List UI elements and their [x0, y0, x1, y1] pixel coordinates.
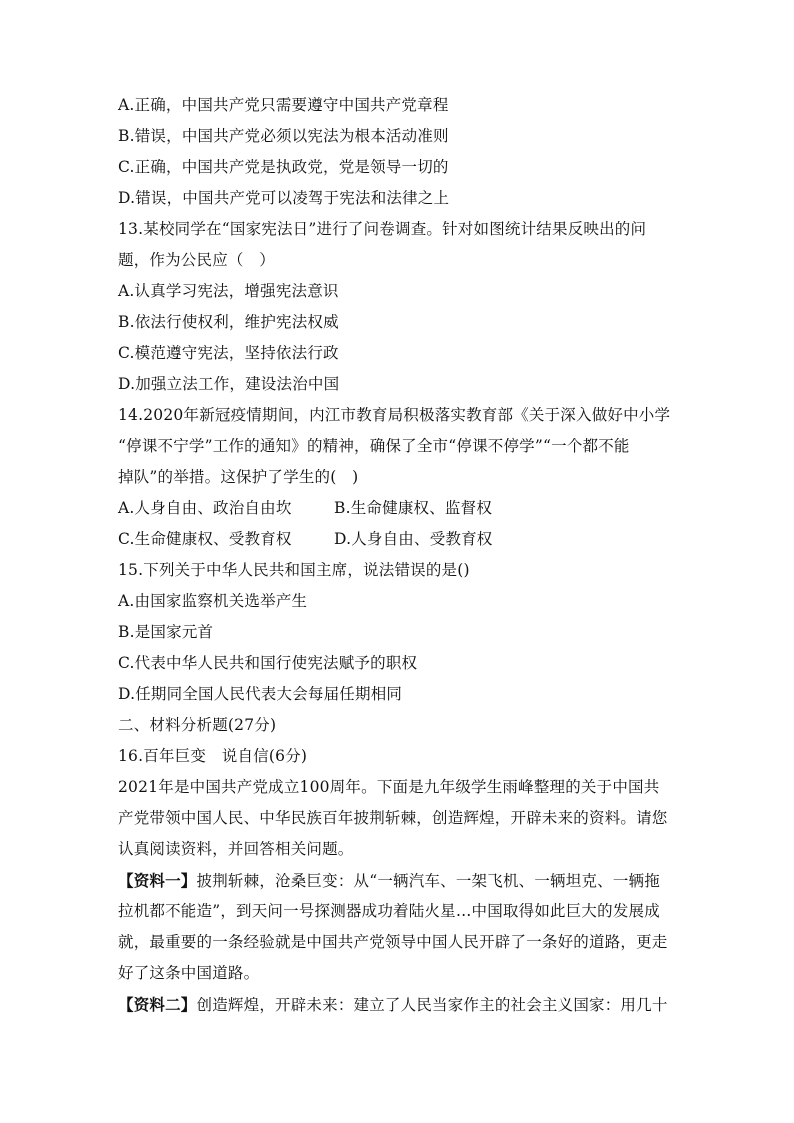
q16-title: 16.百年巨变 说自信(6分) [118, 747, 308, 765]
q12-option-d: D.错误，中国共产党可以凌驾于宪法和法律之上 [118, 189, 450, 207]
q16-intro-line: 产党带领中国人民、中华民族百年披荆斩棘，创造辉煌，开辟未来的资料。请您 [118, 809, 668, 827]
q13-stem-line: 13.某校同学在“国家宪法日”进行了问卷调查。针对如图统计结果反映出的问 [118, 220, 647, 238]
q14-option-a: A.人身自由、政治自由坎 [118, 499, 292, 517]
material1-line: 好了这条中国道路。 [118, 964, 260, 982]
q13-option-a: A.认真学习宪法，增强宪法意识 [118, 282, 339, 300]
section-title: 二、材料分析题(27分) [118, 716, 277, 734]
q14-option-d: D.人身自由、受教育权 [334, 530, 493, 548]
q16-intro-line: 认真阅读资料，并回答相关问题。 [118, 840, 354, 858]
q14-option-b: B.生命健康权、监督权 [334, 499, 493, 517]
q14-options-row [118, 524, 678, 555]
material1-text: 披荆斩棘，沧桑巨变：从“一辆汽车、一架飞机、一辆坦克、一辆拖 [196, 872, 660, 890]
q15-option-c: C.代表中华人民共和国行使宪法赋予的职权 [118, 654, 418, 672]
document-content [118, 90, 678, 1020]
q12-option-b: B.错误，中国共产党必须以宪法为根本活动准则 [118, 127, 449, 145]
q14-stem-line: 掉队”的举措。这保护了学生的( ) [118, 468, 359, 486]
material2-label: 【资料二】 [118, 995, 197, 1014]
q14-stem-line: “停课不宁学”工作的通知》的精神，确保了全市“停课不停学”“一个都不能 [118, 437, 630, 455]
q14-option-c: C.生命健康权、受教育权 [118, 530, 292, 548]
q15-option-b: B.是国家元首 [118, 623, 214, 641]
q14-options-row [118, 493, 678, 524]
material1-line: 就，最重要的一条经验就是中国共产党领导中国人民开辟了一条好的道路，更走 [118, 933, 668, 951]
q12-option-a: A.正确，中国共产党只需要遵守中国共产党章程 [118, 96, 449, 114]
material1-line [118, 865, 678, 896]
q13-option-d: D.加强立法工作，建设法治中国 [118, 375, 340, 393]
q13-option-c: C.模范遵守宪法，坚持依法行政 [118, 344, 339, 362]
material1-line: 拉机都不能造”，到天问一号探测器成功着陆火星…中国取得如此巨大的发展成 [118, 902, 660, 920]
q15-option-d: D.任期同全国人民代表大会每届任期相同 [118, 685, 403, 703]
q16-intro-line: 2021年是中国共产党成立100周年。下面是九年级学生雨峰整理的关于中国共 [118, 778, 660, 796]
q15-option-a: A.由国家监察机关选举产生 [118, 592, 308, 610]
material2-text: 创造辉煌，开辟未来：建立了人民当家作主的社会主义国家：用几十 [196, 996, 668, 1014]
material2-line [118, 989, 678, 1020]
q13-stem-line: 题，作为公民应（ ） [118, 251, 276, 269]
q12-option-c: C.正确，中国共产党是执政党，党是领导一切的 [118, 158, 449, 176]
material1-label: 【资料一】 [118, 871, 197, 890]
q14-stem-line: 14.2020年新冠疫情期间，内江市教育局积极落实教育部《关于深入做好中小学 [118, 406, 671, 424]
q15-stem: 15.下列关于中华人民共和国主席，说法错误的是() [118, 561, 470, 579]
q13-option-b: B.依法行使权利，维护宪法权威 [118, 313, 339, 331]
